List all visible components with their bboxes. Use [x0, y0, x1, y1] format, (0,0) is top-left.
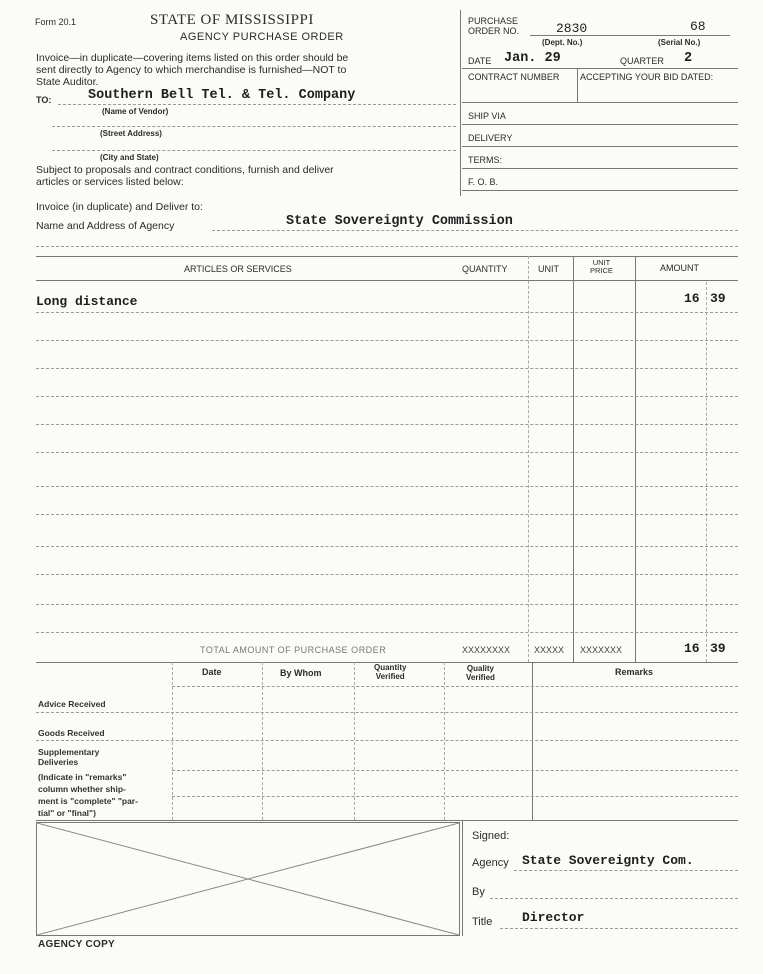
signature-agency-label: Agency	[472, 857, 509, 869]
signed-label: Signed:	[472, 830, 510, 842]
table-row	[36, 312, 738, 313]
subject-text: Subject to proposals and contract conditions, furnish and deliver articles or services listed below:	[36, 164, 334, 188]
cross-mark-icon	[37, 823, 459, 935]
city-state-label: (City and State)	[100, 153, 159, 162]
title-label: Title	[472, 916, 493, 928]
table-row	[36, 514, 738, 515]
amount-dollars-row-1[interactable]: 16	[684, 291, 700, 306]
crossed-out-box	[36, 822, 460, 936]
form-number: Form 20.1	[35, 17, 77, 27]
dept-no-label: (Dept. No.)	[542, 38, 583, 47]
by-label: By	[472, 886, 485, 898]
date-label: DATE	[468, 56, 492, 66]
to-label: TO:	[36, 95, 52, 105]
unit-header: UNIT	[538, 264, 559, 274]
dept-number[interactable]: 2830	[556, 21, 588, 36]
total-x-unit: XXXXX	[534, 645, 565, 655]
amount-cents-row-1[interactable]: 39	[710, 291, 726, 306]
serial-number[interactable]: 68	[690, 19, 706, 34]
supplementary-deliveries-label: Supplementary Deliveries	[38, 747, 100, 767]
amount-header: AMOUNT	[660, 263, 699, 273]
agency-name[interactable]: State Sovereignty Commission	[286, 214, 513, 229]
quantity-header: QUANTITY	[462, 264, 508, 274]
form-subtitle: AGENCY PURCHASE ORDER	[180, 31, 344, 43]
order-date[interactable]: Jan. 29	[504, 51, 561, 66]
serial-no-label: (Serial No.)	[658, 38, 701, 47]
table-row	[36, 396, 738, 397]
quality-verified-header: Quality Verified	[466, 664, 495, 682]
table-row	[36, 486, 738, 487]
fob-label: F. O. B.	[468, 177, 499, 187]
signature-title-value[interactable]: Director	[522, 910, 585, 925]
vendor-name[interactable]: Southern Bell Tel. & Tel. Company	[88, 88, 356, 103]
quarter-value[interactable]: 2	[684, 51, 693, 66]
table-row	[36, 604, 738, 605]
date-column-header: Date	[202, 667, 222, 677]
table-row	[36, 340, 738, 341]
total-x-quantity: XXXXXXXX	[462, 645, 511, 655]
table-row	[36, 546, 738, 547]
contract-number-label: CONTRACT NUMBER	[468, 72, 560, 82]
table-row	[36, 424, 738, 425]
agency-address-label: Name and Address of Agency	[36, 220, 175, 232]
unit-price-header: UNIT PRICE	[590, 258, 613, 275]
quantity-verified-header: Quantity Verified	[374, 663, 407, 681]
remarks-note: (Indicate in "remarks" column whether ship- ment is "complete" "par- tial" or "final")	[38, 772, 138, 818]
total-x-price: XXXXXXX	[580, 645, 623, 655]
invoice-deliver-text: Invoice (in duplicate) and Deliver to:	[36, 201, 203, 213]
bid-dated-label: ACCEPTING YOUR BID DATED:	[580, 72, 714, 82]
table-row	[36, 368, 738, 369]
vendor-name-label: (Name of Vendor)	[102, 107, 169, 116]
total-label: TOTAL AMOUNT OF PURCHASE ORDER	[200, 645, 387, 655]
quarter-label: QUARTER	[620, 56, 664, 66]
invoice-instructions: Invoice—in duplicate—covering items listed on this order should be sent directly to Agency to which merchandise is furnished—NOT to State Auditor.	[36, 52, 349, 88]
delivery-label: DELIVERY	[468, 133, 513, 143]
total-dollars[interactable]: 16	[684, 641, 700, 656]
table-row	[36, 452, 738, 453]
signature-agency-value[interactable]: State Sovereignty Com.	[522, 853, 694, 868]
street-address-label: (Street Address)	[100, 129, 162, 138]
po-label: PURCHASE ORDER NO.	[468, 16, 520, 36]
advice-received-label: Advice Received	[38, 699, 106, 709]
goods-received-label: Goods Received	[38, 728, 105, 738]
table-row	[36, 574, 738, 575]
total-cents[interactable]: 39	[710, 641, 726, 656]
remarks-column-header: Remarks	[615, 667, 654, 677]
terms-label: TERMS:	[468, 155, 503, 165]
form-title: STATE OF MISSISSIPPI	[150, 12, 314, 28]
agency-copy-label: AGENCY COPY	[38, 939, 116, 950]
table-row	[36, 632, 738, 633]
by-whom-column-header: By Whom	[280, 668, 322, 678]
article-row-1[interactable]: Long distance	[36, 294, 138, 309]
ship-via-label: SHIP VIA	[468, 111, 506, 121]
articles-header: ARTICLES OR SERVICES	[184, 264, 292, 274]
